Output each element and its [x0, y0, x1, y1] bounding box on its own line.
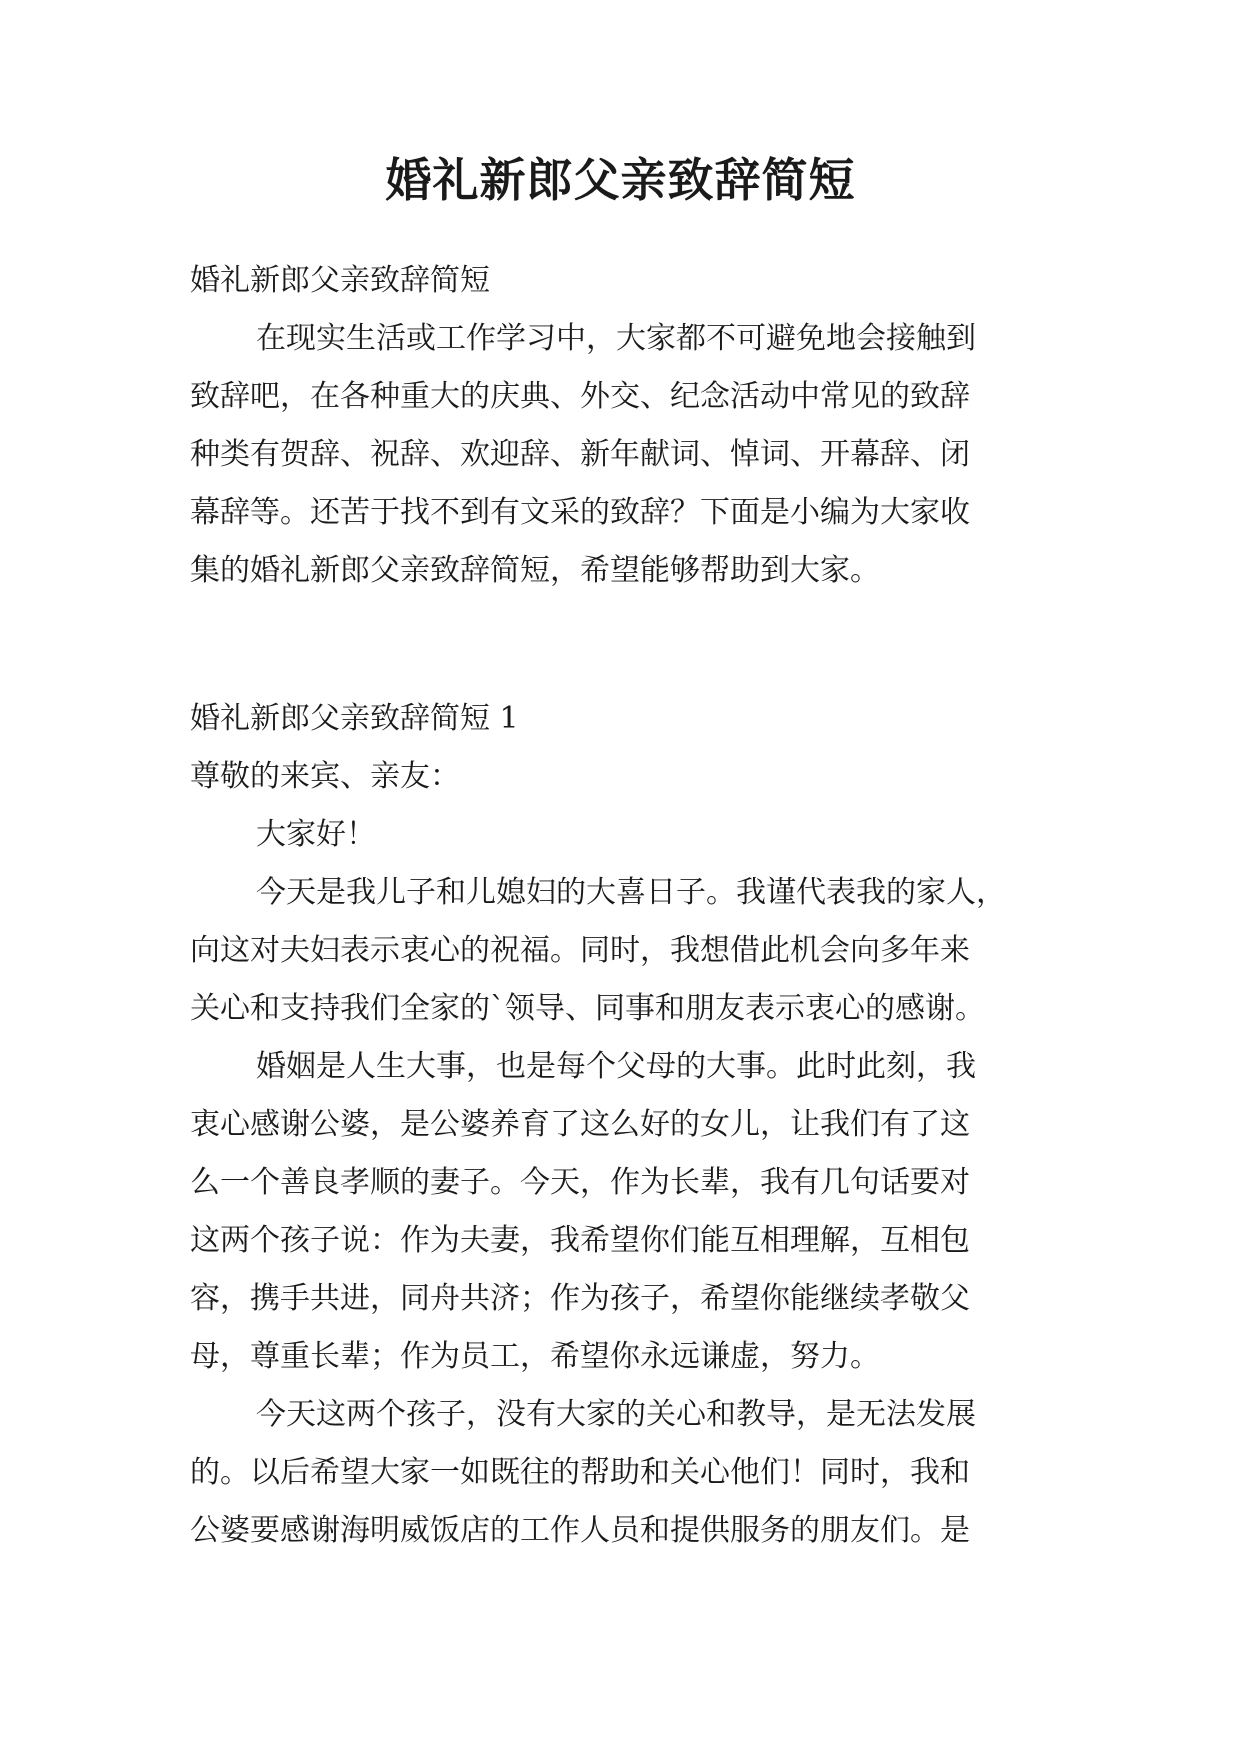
intro-line: 致辞吧，在各种重大的庆典、外交、纪念活动中常见的致辞: [190, 379, 970, 414]
document-title: 婚礼新郎父亲致辞简短: [385, 153, 856, 207]
paragraph-line: 今天这两个孩子，没有大家的关心和教导，是无法发展: [256, 1397, 976, 1432]
intro-line: 幕辞等。还苦于找不到有文采的致辞？下面是小编为大家收: [190, 495, 970, 530]
paragraph-line: 向这对夫妇表示衷心的祝福。同时，我想借此机会向多年来: [190, 933, 970, 968]
paragraph-line: 么一个善良孝顺的妻子。今天，作为长辈，我有几句话要对: [190, 1165, 970, 1200]
intro-section: [190, 252, 1070, 600]
paragraph-line: 衷心感谢公婆，是公婆养育了这么好的女儿，让我们有了这: [190, 1107, 970, 1142]
intro-line: 集的婚礼新郎父亲致辞简短，希望能够帮助到大家。: [190, 553, 880, 588]
paragraph-line: 母，尊重长辈；作为员工，希望你永远谦虚，努力。: [190, 1339, 880, 1374]
section-1: [190, 690, 1070, 1560]
paragraph-line: 关心和支持我们全家的`领导、同事和朋友表示衷心的感谢。: [190, 991, 985, 1026]
paragraph-line: 的。以后希望大家一如既往的帮助和关心他们！同时，我和: [190, 1455, 970, 1490]
paragraph-line: 婚姻是人生大事，也是每个父母的大事。此时此刻，我: [256, 1049, 976, 1084]
paragraph-line: 容，携手共进，同舟共济；作为孩子，希望你能继续孝敬父: [190, 1281, 970, 1316]
section-heading: 婚礼新郎父亲致辞简短 1: [190, 701, 519, 736]
intro-heading: 婚礼新郎父亲致辞简短: [190, 263, 490, 298]
paragraph-line: 今天是我儿子和儿媳妇的大喜日子。我谨代表我的家人，: [256, 875, 1006, 910]
paragraph-line: 这两个孩子说：作为夫妻，我希望你们能互相理解，互相包: [190, 1223, 970, 1258]
salutation: 尊敬的来宾、亲友：: [190, 759, 460, 794]
greeting: 大家好！: [256, 817, 376, 852]
intro-line: 在现实生活或工作学习中，大家都不可避免地会接触到: [256, 321, 976, 356]
intro-line: 种类有贺辞、祝辞、欢迎辞、新年献词、悼词、开幕辞、闭: [190, 437, 970, 472]
paragraph-line: 公婆要感谢海明威饭店的工作人员和提供服务的朋友们。是: [190, 1513, 970, 1548]
